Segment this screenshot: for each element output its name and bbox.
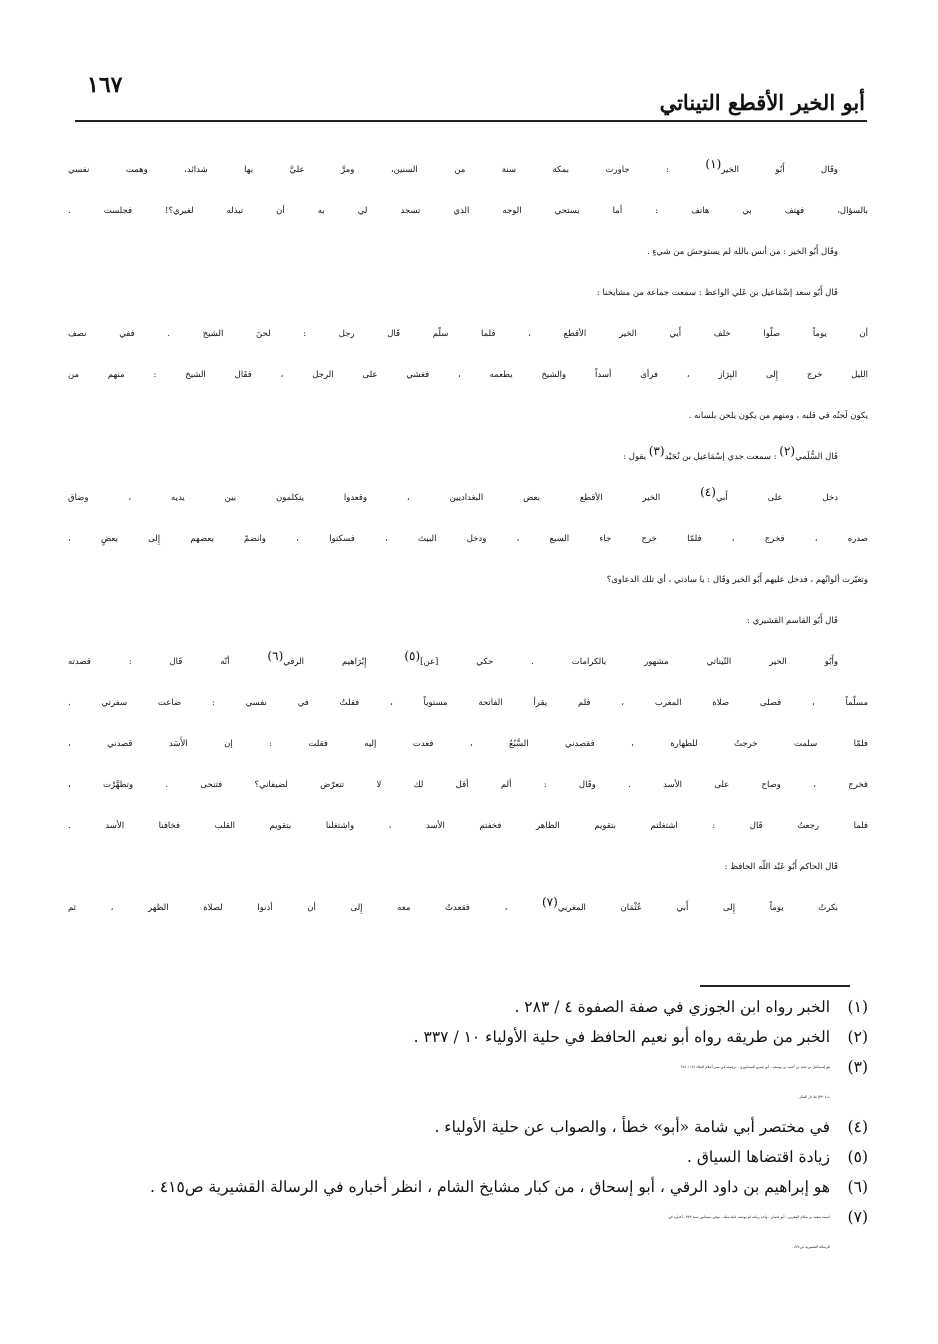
footnote-number: (٧)	[847, 1208, 868, 1226]
footnote-text: الخبر من طريقه رواه أبو نعيم الحافظ في حلية الأولياء ١٠ / ٣٣٧ .	[413, 1028, 830, 1046]
text-line: دخل على أَبي$^{(٤)}$ الخير الأقطع بعض البغداديين ، وقعدوا يتكلمون بين يديه ، وضاق	[68, 485, 838, 503]
text-line: وقَال أَبُو الخير$^{(١)}$ : جاورت بمكة سنة من السنين، ومرَّ عليَّ بها شدائد، وهمت نفسي	[68, 157, 838, 175]
footnote-number: (٢)	[847, 1028, 868, 1046]
text-line: فلمّا سلمت خرجتُ للطهارة ، فقصدني السَّبُعُ ، فعدت إليه فقلت : إن الأَسَد قصدني ،	[68, 739, 868, 749]
text-line: قَال أَبُو سعد إسْمَاعيل بن عَلي الواعظ : سمعت جماعة من مشايخنا :	[596, 288, 838, 298]
footnote	[63, 1022, 868, 1052]
footnote-text: هو إسماعيل بن نجيد بن أحمد بن يوسف ، أبو عمرو النيسابوري ، ترجمته في سير أعلام النبلاء (١٢ / ٢٨١	[680, 1065, 830, 1069]
footnote-text: اسمه سعيد بن سلام المغربي ، أبو عثمان ، واحد زمانه لم يوصف قبله مثله ، توفي بنيسابور سنة ٣٧٣ ، أخباره في	[668, 1215, 830, 1219]
text-line: قَال السُّلَمي$^{(٢)}$ : سمعت جدي إسْمَاعيل بن نُجَيْد$^{(٣)}$ يقول :	[623, 444, 838, 462]
footnote-text-continuation: الرسالة القشيرية ص٤٣٤ .	[791, 1245, 830, 1249]
footnote	[63, 1202, 868, 1262]
text-line: وقَال أَبُو الخير : من أنس بالله لم يستوحش من شيءٍ .	[646, 247, 838, 257]
page-number: ١٦٧	[87, 72, 123, 98]
footnote-text: زيادة اقتضاها السياق .	[687, 1148, 830, 1166]
footnote-text: في مختصر أبي شامة «أبو» خطأ ، والصواب عن حلية الأولياء .	[434, 1118, 830, 1136]
text-line: بكرتُ يوماً إِلى أَبي عُثْمَان المغربي$^{(٧)}$ ، فقعدتُ معه إِلى أن أذنوا لصلاة الظهر ، ثم	[68, 895, 839, 913]
page-header	[75, 70, 865, 118]
text-line: وأَبُو الخير التّيناتي مشهور بالكرامات . حكي [عن]$^{(٥)}$ إِبْرَاهيم الرقي$^{(٦)}$ أنّه قَال : قصدته	[68, 649, 838, 667]
text-line: وتغيّرت ألوانُهم ، فدخل عليهم أَبُو الخير وقَال : يا سادتي ، أي تلك الدعاوى؟	[606, 575, 868, 585]
footnote-number: (٦)	[847, 1178, 868, 1196]
header-rule	[75, 120, 867, 122]
text-line: فلما رجعتُ قَال : اشتغلتم بتقويم الظاهر فخفتم الأسد ، واشتغلنا بتقويم القلب فخافنا الأسد .	[68, 821, 868, 831]
footnote-number: (٣)	[847, 1058, 868, 1076]
footnote-number: (١)	[847, 998, 868, 1016]
main-text	[68, 150, 868, 929]
footnote	[63, 1052, 868, 1112]
footnote-text: هو إبراهيم بن داود الرقي ، أبو إسحاق ، من كبار مشايخ الشام ، انظر أخباره في الرسالة القشيرية ص٤١٥ .	[149, 1178, 830, 1196]
text-line: أن يوماً صلّوا خلف أَبي الخير الأقطع ، فلما سلّم قَال رجل : لحنَ الشيخ . ففي نصف	[68, 329, 868, 339]
footnote	[63, 1172, 868, 1202]
footnote-text-continuation: ت٣٣٠٢) ط دار الفكر .	[797, 1095, 830, 1099]
text-line: يكون لَحنُه في قلبه ، ومنهم من يكون يلحن بلسانه .	[688, 411, 868, 421]
footnote	[63, 992, 868, 1022]
text-line: مسلّماً ، فصلى صلاة المغرب ، فلم يقرأ الفاتحة مستوياً ، فقلتُ في نفسي : ضاعت سفرتي .	[68, 698, 868, 708]
footnote	[63, 1142, 868, 1172]
text-line: فخرج ، وصاح على الأسد . وقَال : ألم أقل لك لا تتعرّض لضيفاني؟ فتنحى . وتطهَّرْت ،	[68, 780, 868, 790]
running-title: أبو الخير الأقطع التيناتي	[659, 90, 865, 115]
footnote-number: (٥)	[847, 1148, 868, 1166]
footnote-rule	[700, 985, 850, 987]
text-line: قَال أَبُو القاسم القشيري :	[747, 616, 838, 626]
footnote-text: الخبر رواه ابن الجوزي في صفة الصفوة ٤ / ٢٨٣ .	[514, 998, 830, 1016]
text-line: بالسؤال، فهتف بي هاتف : أما يستحي الوجه الذي تسجد لي به أن تبذله لغيري؟! فجلست .	[68, 206, 868, 216]
footnotes	[63, 992, 868, 1262]
text-line: الليل خرج إِلى البِرَاز ، فرأى أسداً والشيخ يطعمه ، فغشي على الرجل ، فقَال الشيخ : منهم من	[68, 370, 868, 380]
footnote	[63, 1112, 868, 1142]
footnote-number: (٤)	[847, 1118, 868, 1136]
text-line: صدره ، فخرج ، فلمّا خرج جاء السبع ، ودخل البيتَ ، فسكتوا ، وانضمّ بعضهم إِلى بعضٍ ،	[68, 534, 868, 544]
text-line: قَال الحاكم أَبُو عَبْد اللّه الحافظ :	[724, 862, 838, 872]
